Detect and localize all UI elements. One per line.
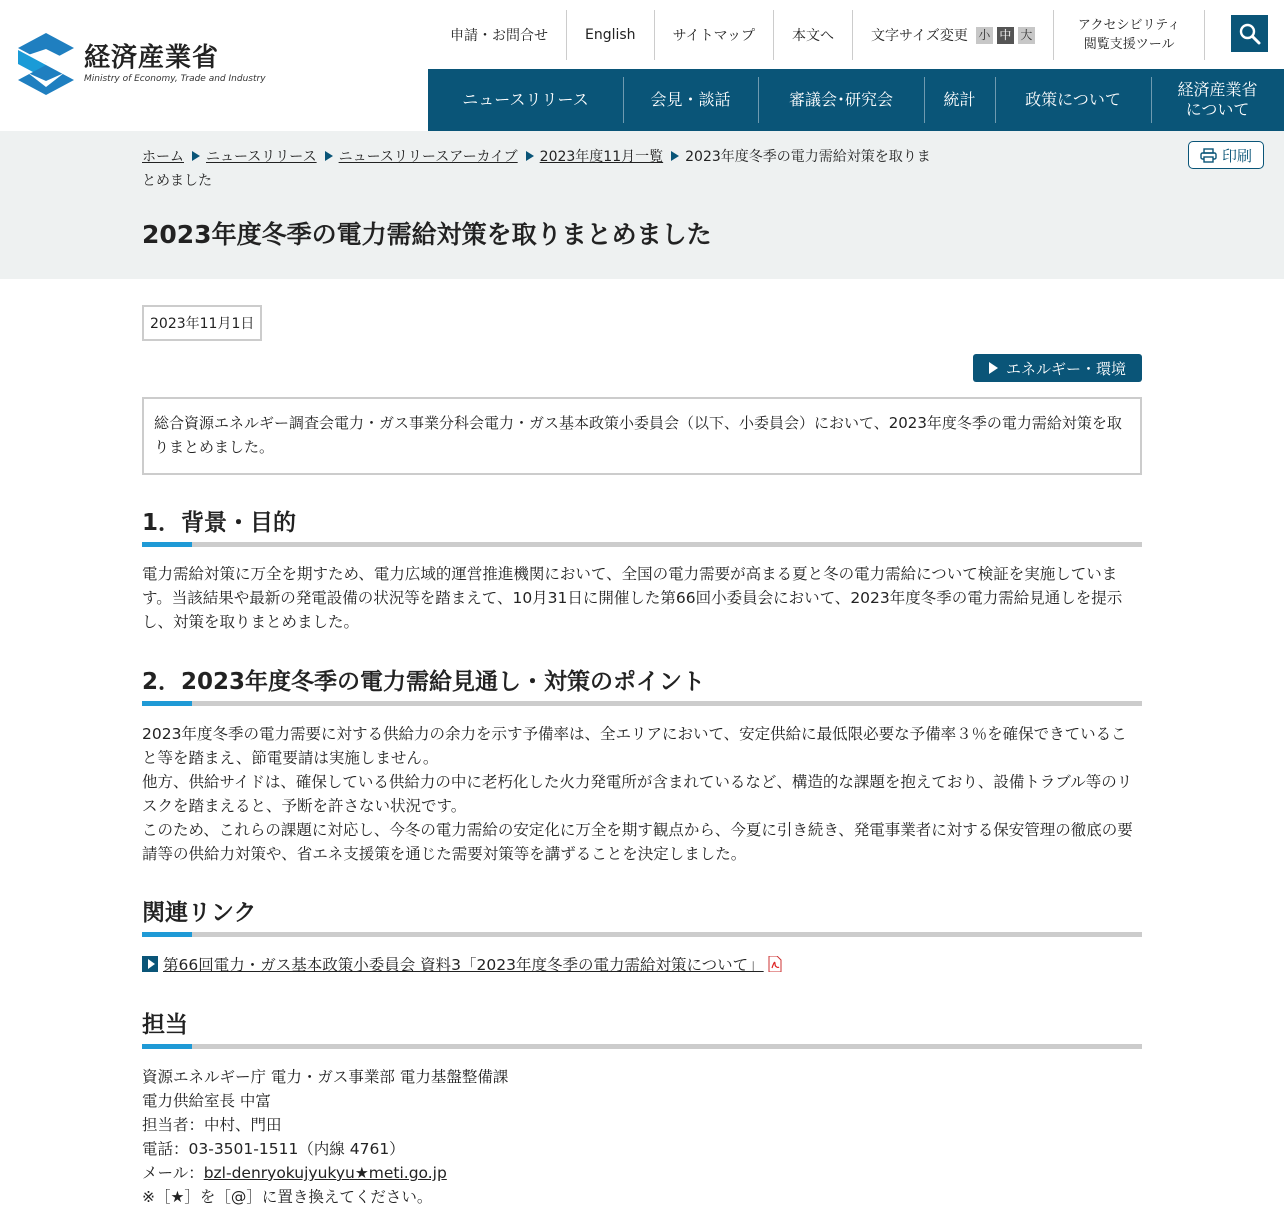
triangle-right-icon — [989, 362, 998, 374]
breadcrumb-arrow-icon — [526, 151, 534, 161]
points-paragraph-1: 2023年度冬季の電力需要に対する供給力の余力を示す予備率は、全エリアにおいて、安定供給に最低限必要な予備率３％を確保できていること等を踏まえ、節電要請は実施しません。 — [142, 725, 1127, 767]
contact-note: ※［★］を［@］に置き換えてください。 — [142, 1188, 433, 1206]
search-icon — [1239, 23, 1261, 45]
category-tag-energy[interactable] — [973, 354, 1142, 382]
util-link-english[interactable]: English — [567, 10, 655, 60]
points-paragraph-2: 他方、供給サイドは、確保している供給力の中に老朽化した火力発電所が含まれているなど、構造的な課題を抱えており、設備トラブル等のリスクを踏まえると、予断を許さない状況です。 — [142, 773, 1133, 815]
contact-chief: 電力供給室長 中富 — [142, 1092, 271, 1110]
section-heading-links: 関連リンク — [142, 894, 1142, 933]
gnav-statistics[interactable]: 統計 — [924, 69, 995, 131]
font-size-large-button[interactable]: 大 — [1018, 27, 1035, 44]
contact-info — [142, 1065, 508, 1209]
util-link-sitemap[interactable]: サイトマップ — [655, 10, 774, 60]
printer-icon — [1200, 148, 1217, 163]
gnav-press-conference[interactable]: 会見・談話 — [623, 69, 758, 131]
accessibility-line2: 閲覧支援ツール — [1083, 37, 1175, 52]
contact-mail-label: メール： — [142, 1164, 204, 1182]
breadcrumb-arrow-icon — [325, 151, 333, 161]
contact-mail-row — [142, 1161, 508, 1185]
contact-phone: 電話：03-3501-1511（内線 4761） — [142, 1140, 405, 1158]
font-size-switcher — [853, 10, 1054, 60]
meti-logo-icon — [18, 33, 74, 95]
release-date: 2023年11月1日 — [142, 305, 262, 341]
gnav-about-meti[interactable]: 経済産業省 について — [1151, 69, 1284, 131]
section-text-points — [142, 722, 1142, 866]
font-size-small-button[interactable]: 小 — [976, 27, 993, 44]
logo-name-en: Ministry of Economy, Trade and Industry — [84, 74, 266, 84]
gnav-councils[interactable]: 審議会･研究会 — [758, 69, 924, 131]
category-label: エネルギー・環境 — [1005, 359, 1126, 378]
breadcrumb-news-release[interactable]: ニュースリリース — [206, 149, 317, 165]
font-size-label: 文字サイズ変更 — [871, 28, 968, 44]
meti-logo[interactable] — [18, 33, 266, 95]
global-nav — [428, 69, 1284, 131]
pdf-icon — [768, 956, 782, 972]
breadcrumb-arrow-icon — [671, 151, 679, 161]
link-arrow-icon — [142, 956, 158, 972]
utility-nav — [430, 10, 1284, 60]
related-link-pdf[interactable]: 第66回電力・ガス基本政策小委員会 資料3「2023年度冬季の電力需給対策について」 — [163, 956, 764, 974]
breadcrumb-news-archive[interactable]: ニュースリリースアーカイブ — [338, 149, 518, 165]
summary-box: 総合資源エネルギー調査会電力・ガス事業分科会電力・ガス基本政策小委員会（以下、小委員会）において、2023年度冬季の電力需給対策を取りまとめました。 — [142, 397, 1142, 475]
contact-mail-link[interactable]: bzl-denryokujyukyu★meti.go.jp — [203, 1164, 447, 1182]
title-band — [0, 131, 1284, 279]
section-text-background: 電力需給対策に万全を期すため、電力広域的運営推進機関において、全国の電力需要が高まる夏と冬の電力需給について検証を実施しています。当該結果や最新の発電設備の状況等を踏まえて、10月31日に開催した第66回小委員会において、2023年度冬季の電力需給見通しを提示し、対策を取りまとめました。 — [142, 565, 1123, 631]
accessibility-line1: アクセシビリティ — [1077, 18, 1181, 33]
print-button[interactable] — [1188, 141, 1264, 169]
contact-department: 資源エネルギー庁 電力・ガス事業部 電力基盤整備課 — [142, 1068, 509, 1086]
util-link-skip-to-content[interactable]: 本文へ — [774, 10, 853, 60]
breadcrumb-arrow-icon — [192, 151, 200, 161]
font-size-medium-button[interactable]: 中 — [997, 27, 1014, 44]
points-paragraph-3: このため、これらの課題に対応し、今冬の電力需給の安定化に万全を期す観点から、今夏に引き続き、発電事業者に対する保安管理の徹底の要請等の供給力対策や、省エネ支援策を通じた需要対策等を講ずることを決定しました。 — [142, 821, 1133, 863]
section-heading-points: 2．2023年度冬季の電力需給見通し・対策のポイント — [142, 663, 1142, 702]
section-heading-background: 1．背景・目的 — [142, 504, 1142, 543]
gnav-policies[interactable]: 政策について — [995, 69, 1151, 131]
search-button[interactable] — [1231, 15, 1268, 52]
site-header — [0, 0, 1284, 131]
breadcrumb — [142, 145, 937, 193]
print-label: 印刷 — [1221, 146, 1252, 165]
section-heading-contact: 担当 — [142, 1006, 1142, 1045]
page-title: 2023年度冬季の電力需給対策を取りまとめました — [142, 220, 712, 249]
logo-name-jp: 経済産業省 — [84, 43, 220, 73]
breadcrumb-home[interactable]: ホーム — [142, 149, 184, 165]
contact-staff: 担当者：中村、門田 — [142, 1116, 282, 1134]
gnav-news-release[interactable]: ニュースリリース — [462, 90, 589, 109]
accessibility-tool-link[interactable] — [1054, 10, 1205, 60]
breadcrumb-current: 2023年度冬季の電力需給対策を取りまとめました — [142, 149, 931, 189]
related-link-item — [142, 953, 782, 975]
util-link-contact[interactable]: 申請・お問合せ — [430, 10, 567, 60]
breadcrumb-nov-list[interactable]: 2023年度11月一覧 — [539, 149, 664, 165]
